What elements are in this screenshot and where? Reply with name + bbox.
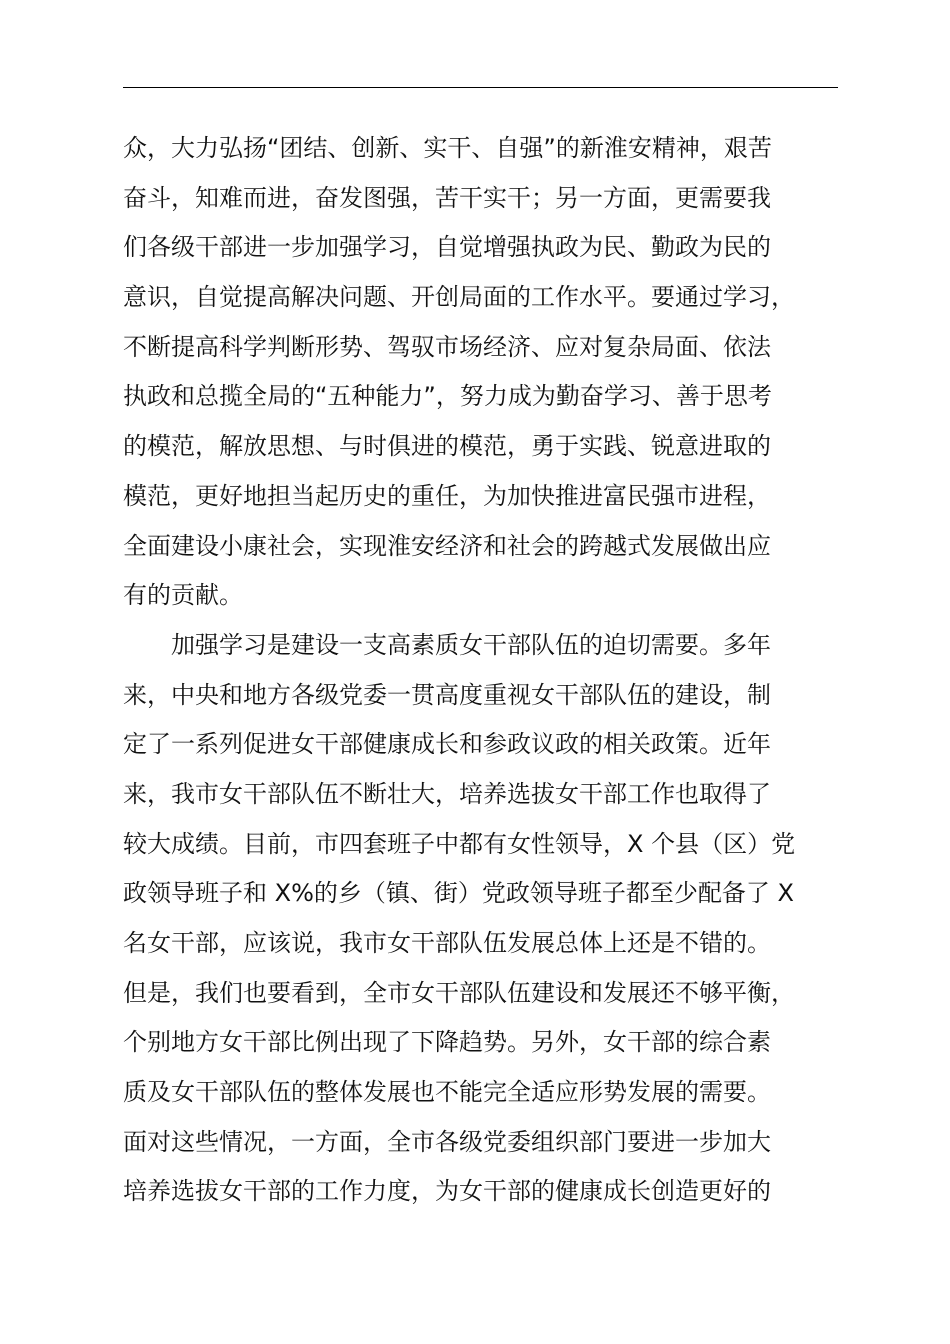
text-line: 奋斗，知难而进，奋发图强，苦干实干；另一方面，更需要我 xyxy=(123,183,771,212)
text-line: 培养选拔女干部的工作力度，为女干部的健康成长创造更好的 xyxy=(123,1177,771,1206)
text-line: 较大成绩。目前，市四套班子中都有女性领导，X 个县（区）党 xyxy=(123,829,796,858)
header-rule xyxy=(123,87,838,88)
paragraph-first-line: 加强学习是建设一支高素质女干部队伍的迫切需要。多年 xyxy=(171,630,771,659)
body-text xyxy=(123,124,863,1217)
text-line: 来，我市女干部队伍不断壮大，培养选拔女干部工作也取得了 xyxy=(123,779,771,808)
text-line: 但是，我们也要看到，全市女干部队伍建设和发展还不够平衡， xyxy=(123,978,795,1007)
text-line: 意识，自觉提高解决问题、开创局面的工作水平。要通过学习， xyxy=(123,283,795,312)
text-line: 的模范，解放思想、与时俱进的模范，勇于实践、锐意进取的 xyxy=(123,432,771,461)
text-line: 们各级干部进一步加强学习，自觉增强执政为民、勤政为民的 xyxy=(123,233,771,262)
text-line: 来，中央和地方各级党委一贯高度重视女干部队伍的建设，制 xyxy=(123,680,771,709)
text-line: 个别地方女干部比例出现了下降趋势。另外，女干部的综合素 xyxy=(123,1028,771,1057)
text-line: 定了一系列促进女干部健康成长和参政议政的相关政策。近年 xyxy=(123,730,771,759)
text-line: 有的贡献。 xyxy=(123,581,243,610)
text-line: 不断提高科学判断形势、驾驭市场经济、应对复杂局面、依法 xyxy=(123,332,771,361)
text-line: 政领导班子和 X%的乡（镇、街）党政领导班子都至少配备了 X xyxy=(123,879,794,908)
text-line: 名女干部，应该说，我市女干部队伍发展总体上还是不错的。 xyxy=(123,929,771,957)
text-line: 众，大力弘扬“团结、创新、实干、自强”的新淮安精神，艰苦 xyxy=(123,134,772,162)
text-line: 全面建设小康社会，实现淮安经济和社会的跨越式发展做出应 xyxy=(123,531,771,560)
text-line: 执政和总揽全局的“五种能力”，努力成为勤奋学习、善于思考 xyxy=(123,382,772,411)
text-line: 模范，更好地担当起历史的重任，为加快推进富民强市进程， xyxy=(123,481,771,510)
text-line: 质及女干部队伍的整体发展也不能完全适应形势发展的需要。 xyxy=(123,1078,771,1107)
text-line: 面对这些情况，一方面，全市各级党委组织部门要进一步加大 xyxy=(123,1127,771,1156)
